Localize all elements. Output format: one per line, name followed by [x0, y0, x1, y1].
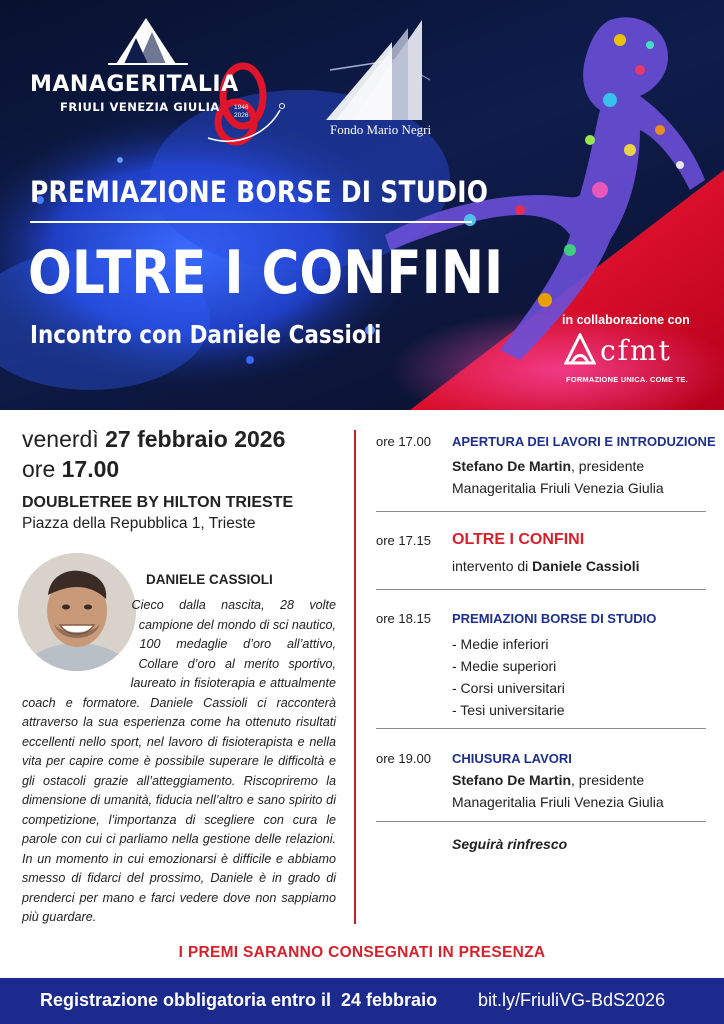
followup-note: Seguirà rinfresco — [452, 836, 568, 852]
partner-fund-name: Fondo Mario Negri — [330, 122, 432, 137]
column-divider — [354, 430, 356, 924]
program-time: ore 17.15 — [376, 533, 431, 548]
venue-address: Piazza della Repubblica 1, Trieste — [22, 515, 256, 532]
program-title: APERTURA DEI LAVORI E INTRODUZIONE — [452, 434, 716, 449]
org-region: FRIULI VENEZIA GIULIA — [60, 100, 220, 114]
program-separator — [376, 511, 706, 512]
program-person: Stefano De Martin — [452, 458, 572, 474]
registration-link[interactable]: bit.ly/FriuliVG-BdS2026 — [478, 990, 666, 1010]
program-person: Stefano De Martin — [452, 772, 572, 788]
program-time: ore 19.00 — [376, 751, 431, 766]
award-category: - Tesi universitarie — [452, 702, 565, 718]
program-speaker — [452, 558, 640, 574]
award-category: - Corsi universitari — [452, 680, 565, 696]
program-prefix: intervento di — [452, 558, 533, 574]
hero-divider — [30, 221, 472, 223]
cfmt-logo-icon — [564, 333, 596, 367]
anniversary-start: 1946 — [234, 104, 249, 111]
program-title: CHIUSURA LAVORI — [452, 751, 572, 766]
collaboration-tagline: FORMAZIONE UNICA. COME TE. — [566, 375, 688, 384]
anniversary-years — [234, 104, 248, 120]
program-org: Manageritalia Friuli Venezia Giulia — [452, 794, 664, 810]
program-time: ore 18.15 — [376, 611, 431, 626]
award-category: - Medie inferiori — [452, 636, 549, 652]
event-date-value: 27 febbraio 2026 — [105, 426, 286, 452]
hero-banner — [0, 0, 724, 410]
event-time-prefix: ore — [22, 456, 56, 482]
venue-name: DOUBLETREE BY HILTON TRIESTE — [22, 494, 294, 511]
event-day: venerdì — [22, 426, 99, 452]
registration-text: Registrazione obbligatoria entro il 24 febbraio — [40, 990, 438, 1010]
program-role: , presidente — [571, 458, 645, 474]
org-name: MANAGERITALIA — [30, 72, 239, 97]
event-subtitle: Incontro con Daniele Cassioli — [30, 320, 382, 349]
program-role: , presidente — [571, 772, 645, 788]
registration-footer — [0, 978, 724, 1024]
program-separator — [376, 728, 706, 729]
program-title: OLTRE I CONFINI — [452, 531, 585, 548]
program-separator — [376, 821, 706, 822]
event-pretitle: PREMIAZIONE BORSE DI STUDIO — [30, 175, 489, 209]
program-separator — [376, 589, 706, 590]
award-category: - Medie superiori — [452, 658, 557, 674]
collaboration-org: cfmt — [600, 334, 672, 367]
event-time-value: 17.00 — [61, 456, 120, 482]
anniversary-end: 2026 — [234, 112, 249, 119]
program-person: Daniele Cassioli — [532, 558, 640, 574]
awards-notice: I PREMI SARANNO CONSEGNATI IN PRESENZA — [178, 944, 546, 961]
program-speaker — [452, 772, 644, 788]
event-time — [22, 456, 119, 483]
speaker-bio: Cieco dalla nascita, 28 volte campione del mondo di sci nautico, 100 medaglie d’oro all’attivo, Collare d’oro al merito sportivo, laureato in fisioterapia e attualmente coach e formatore. Daniele Cassioli ci racconterà attraverso la sua esperienza come ha ottenuto risultati eccellenti nello sport, nel lavoro di fisioterapista e nella vita per capire come è possibile superare le difficoltà e gli ostacoli grazie all’atteggiamento. Riscopriremo la dimensione di umanità, fiducia nell’altro e sano spirito di competizione, l’importanza di scegliere con cura le parole con cui ci parliamo nella gestione delle relazioni. In un momento in cui emozionarsi è difficile e abbiamo smesso di fidarci del prossimo, Daniele è in grado di prenderci per mano e farci vedere dove non sappiamo più guardare. — [22, 598, 336, 924]
event-title: OLTRE I CONFINI — [28, 238, 504, 308]
program-speaker — [452, 458, 644, 474]
program-time: ore 17.00 — [376, 434, 431, 449]
event-date — [22, 426, 285, 453]
program-title: PREMIAZIONI BORSE DI STUDIO — [452, 611, 657, 626]
speaker-name: DANIELE CASSIOLI — [146, 572, 273, 587]
program-org: Manageritalia Friuli Venezia Giulia — [452, 480, 664, 496]
collaboration-label: in collaborazione con — [562, 313, 690, 327]
